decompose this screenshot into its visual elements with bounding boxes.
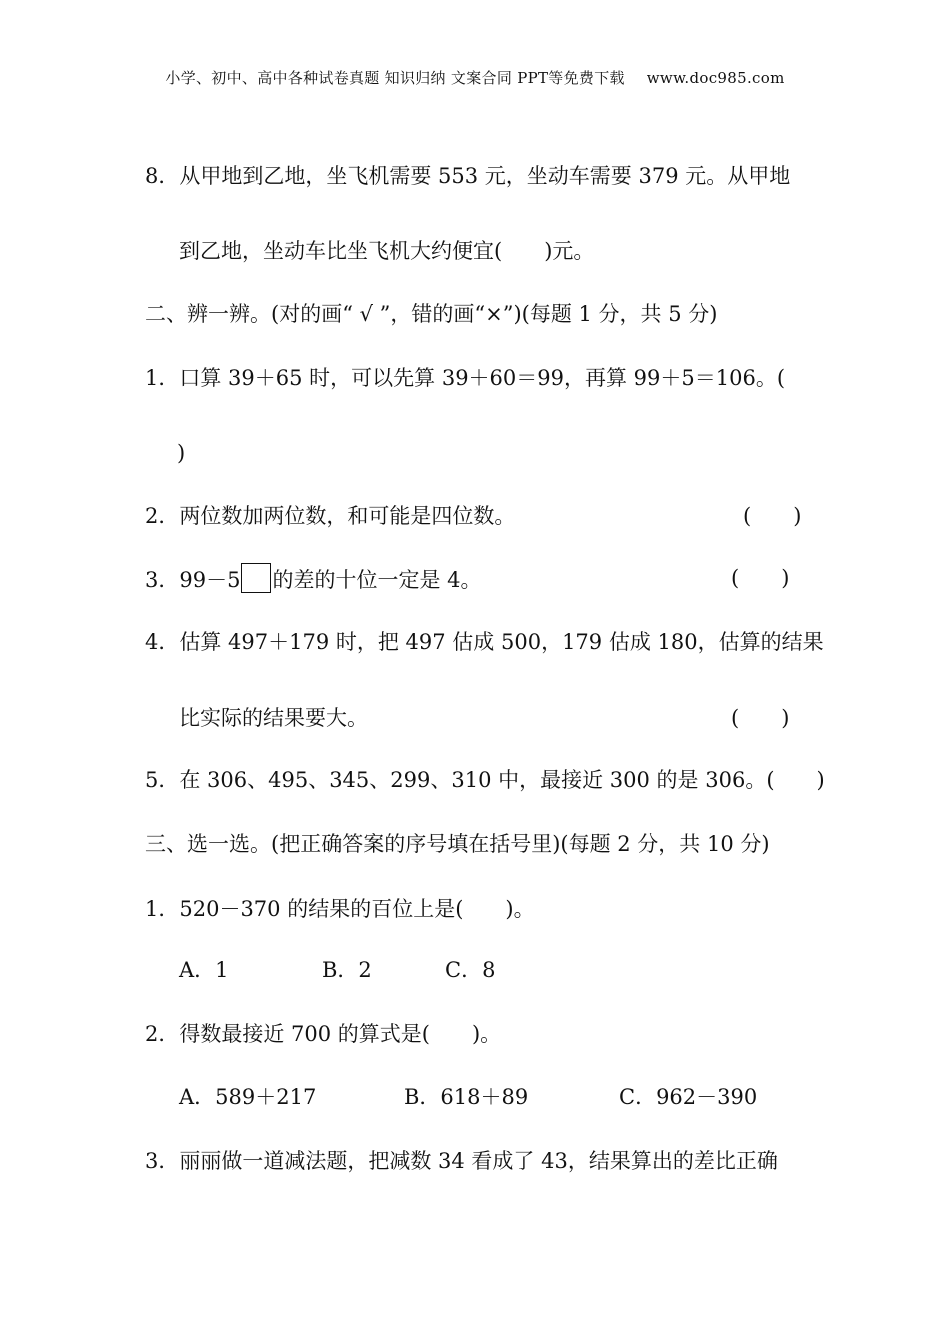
s2-item3-suffix: 的差的十位一定是 4。 <box>272 568 482 592</box>
s2-item4-line1: 4．估算 497＋179 时，把 497 估成 500，179 估成 180，估算的结果 <box>145 630 824 654</box>
header-text: 小学、初中、高中各种试卷真题 知识归纳 文案合同 PPT等免费下载 <box>165 69 625 87</box>
s3-q3-text: 3．丽丽做一道减法题，把减数 34 看成了 43，结果算出的差比正确 <box>145 1149 778 1173</box>
s3-q2-text: 2．得数最接近 700 的算式是( )。 <box>145 1022 502 1046</box>
s3-q2-option-b[interactable]: B．618＋89 <box>404 1085 529 1109</box>
s2-item4-answer-paren[interactable]: ( ) <box>731 706 790 730</box>
s3-q1-option-b[interactable]: B．2 <box>322 958 372 982</box>
s2-item3-prefix: 3．99－5 <box>145 568 241 592</box>
q8-line1: 8．从甲地到乙地，坐飞机需要 553 元，坐动车需要 379 元。从甲地 <box>145 164 791 188</box>
s2-item1-line2: ) <box>177 441 186 465</box>
s2-item1-line1: 1．口算 39＋65 时，可以先算 39＋60＝99，再算 99＋5＝106。( <box>145 366 786 390</box>
s3-q1-option-c[interactable]: C．8 <box>445 958 496 982</box>
s2-item5-text: 5．在 306、495、345、299、310 中，最接近 300 的是 306。( ) <box>145 768 825 792</box>
header-site: www.doc985.com <box>646 69 785 87</box>
s2-item2-answer-paren[interactable]: ( ) <box>743 504 802 528</box>
s2-item4-line2: 比实际的结果要大。 <box>179 706 368 730</box>
page-header <box>0 67 950 88</box>
q8-line2: 到乙地，坐动车比坐飞机大约便宜( )元。 <box>179 239 595 263</box>
s2-item2-text: 2．两位数加两位数，和可能是四位数。 <box>145 504 516 528</box>
s2-item3-row <box>145 563 482 593</box>
s3-q2-option-c[interactable]: C．962－390 <box>619 1085 758 1109</box>
section2-title: 二、辨一辨。(对的画“ √ ”，错的画“×”)(每题 1 分，共 5 分) <box>145 302 718 326</box>
digit-blank-box <box>241 563 271 593</box>
s3-q2-option-a[interactable]: A．589＋217 <box>179 1085 317 1109</box>
s3-q1-text: 1．520－370 的结果的百位上是( )。 <box>145 897 535 921</box>
s3-q1-option-a[interactable]: A．1 <box>179 958 229 982</box>
section3-title: 三、选一选。(把正确答案的序号填在括号里)(每题 2 分，共 10 分) <box>145 832 770 856</box>
s2-item3-answer-paren[interactable]: ( ) <box>731 566 790 590</box>
